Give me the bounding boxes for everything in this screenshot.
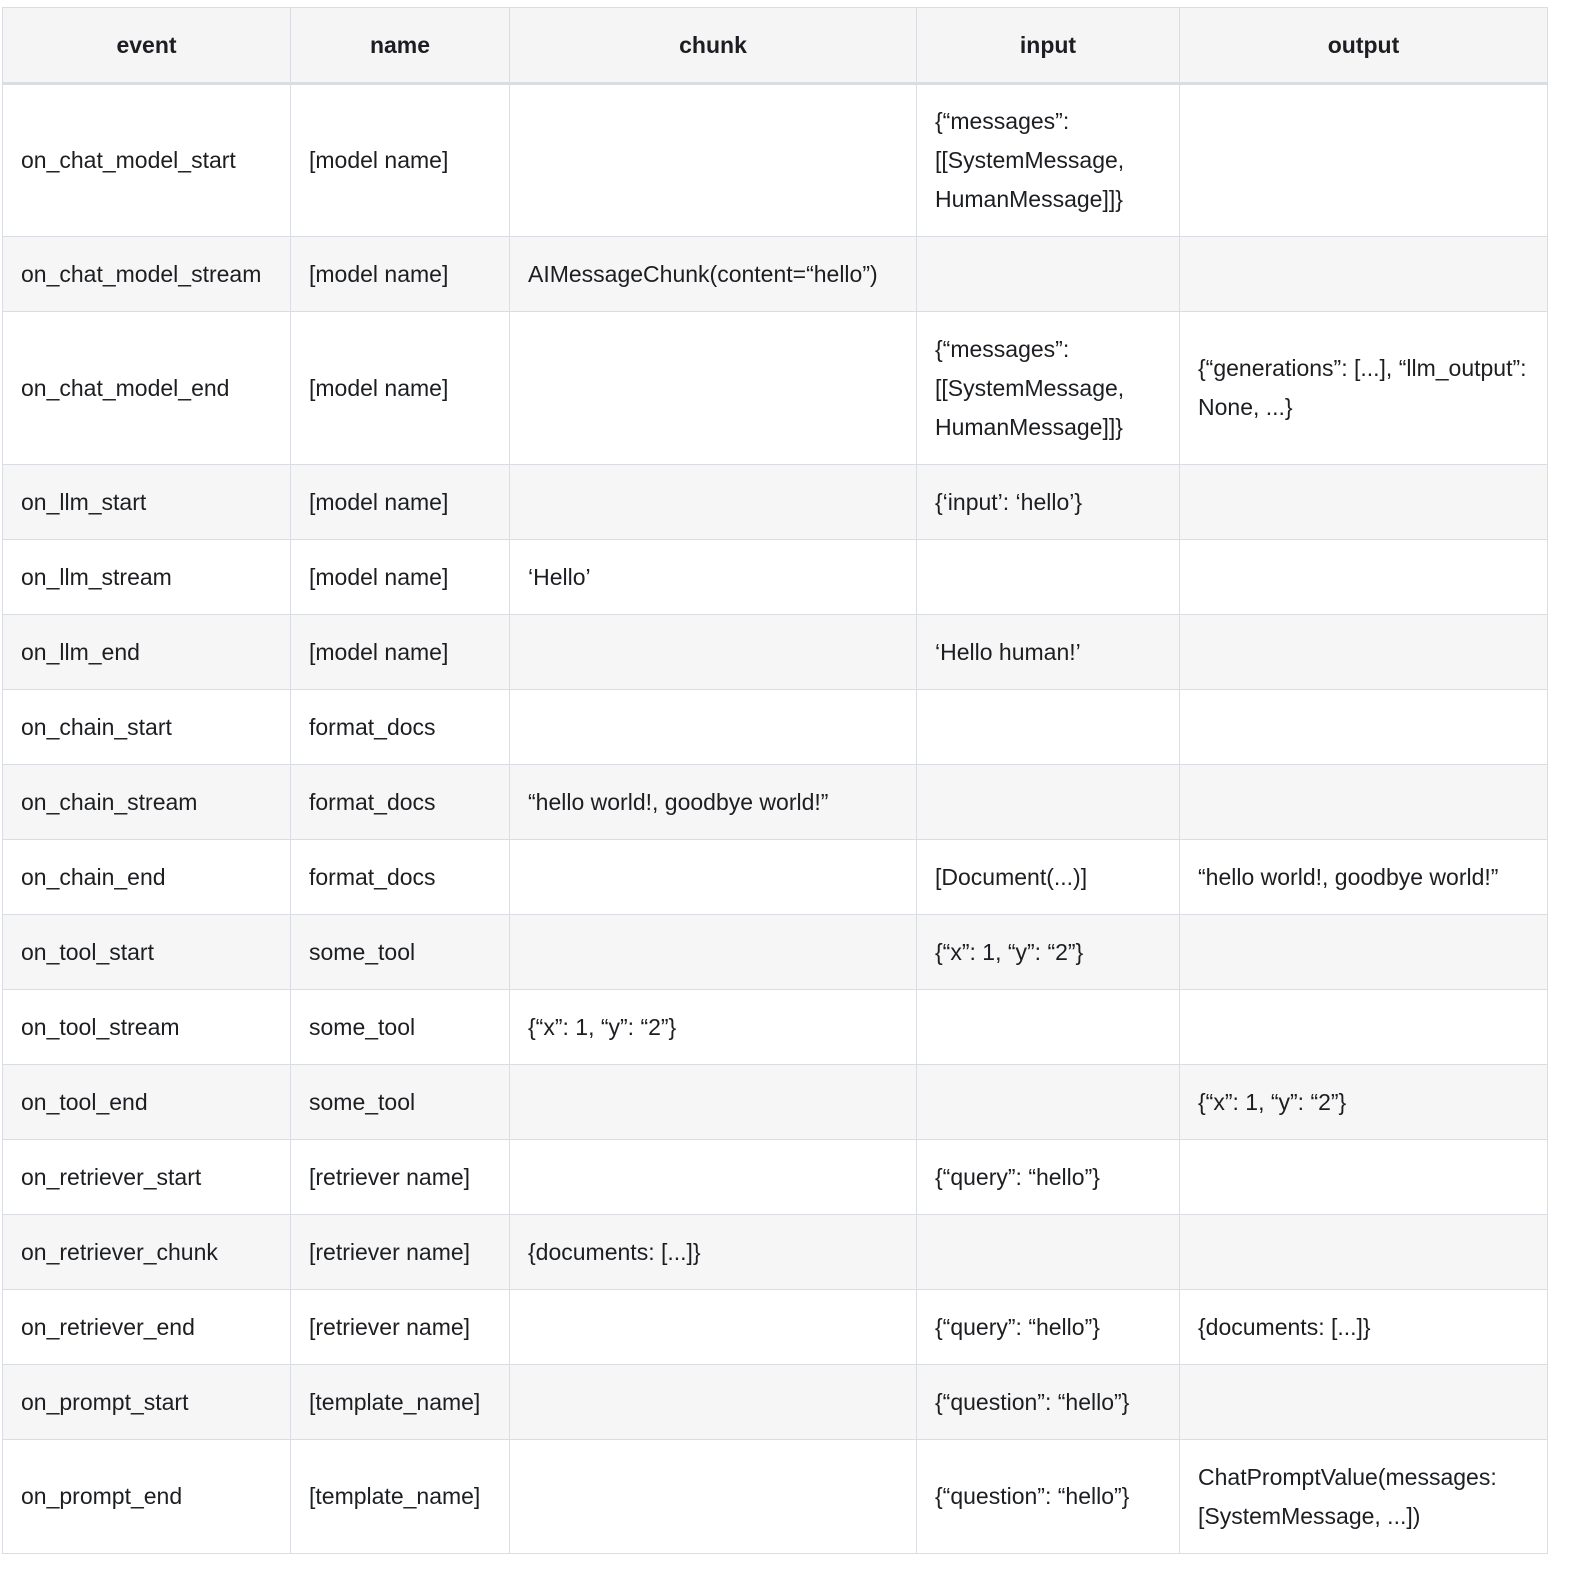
cell-chunk: ‘Hello’ bbox=[510, 540, 917, 615]
header-input: input bbox=[917, 8, 1180, 84]
cell-output bbox=[1180, 990, 1548, 1065]
table-row bbox=[3, 915, 1548, 990]
cell-output bbox=[1180, 1140, 1548, 1215]
cell-name: [model name] bbox=[291, 465, 510, 540]
cell-name: format_docs bbox=[291, 765, 510, 840]
cell-input: {‘input’: ‘hello’} bbox=[917, 465, 1180, 540]
cell-input bbox=[917, 237, 1180, 312]
cell-chunk bbox=[510, 690, 917, 765]
cell-input: {“messages”: [[SystemMessage, HumanMessage]]} bbox=[917, 84, 1180, 237]
cell-input bbox=[917, 690, 1180, 765]
cell-event: on_tool_stream bbox=[3, 990, 291, 1065]
header-name: name bbox=[291, 8, 510, 84]
table-row bbox=[3, 237, 1548, 312]
cell-event: on_chat_model_start bbox=[3, 84, 291, 237]
cell-name: [model name] bbox=[291, 84, 510, 237]
cell-event: on_chain_start bbox=[3, 690, 291, 765]
header-chunk: chunk bbox=[510, 8, 917, 84]
cell-event: on_prompt_end bbox=[3, 1440, 291, 1554]
cell-chunk bbox=[510, 840, 917, 915]
cell-output bbox=[1180, 465, 1548, 540]
cell-chunk bbox=[510, 615, 917, 690]
cell-input bbox=[917, 1065, 1180, 1140]
cell-output bbox=[1180, 915, 1548, 990]
cell-event: on_chat_model_stream bbox=[3, 237, 291, 312]
cell-output: “hello world!, goodbye world!” bbox=[1180, 840, 1548, 915]
table-row bbox=[3, 84, 1548, 237]
table-row bbox=[3, 765, 1548, 840]
cell-name: [model name] bbox=[291, 312, 510, 465]
cell-output: ChatPromptValue(messages: [SystemMessage, ...]) bbox=[1180, 1440, 1548, 1554]
table-row bbox=[3, 615, 1548, 690]
table-row bbox=[3, 1290, 1548, 1365]
cell-name: [model name] bbox=[291, 615, 510, 690]
cell-event: on_llm_end bbox=[3, 615, 291, 690]
table-row bbox=[3, 1365, 1548, 1440]
cell-chunk: AIMessageChunk(content=“hello”) bbox=[510, 237, 917, 312]
cell-name: [model name] bbox=[291, 540, 510, 615]
table-header bbox=[3, 8, 1548, 84]
cell-input: {“question”: “hello”} bbox=[917, 1365, 1180, 1440]
table-row bbox=[3, 465, 1548, 540]
cell-event: on_llm_start bbox=[3, 465, 291, 540]
cell-name: format_docs bbox=[291, 690, 510, 765]
cell-output: {“x”: 1, “y”: “2”} bbox=[1180, 1065, 1548, 1140]
cell-event: on_tool_end bbox=[3, 1065, 291, 1140]
header-row bbox=[3, 8, 1548, 84]
cell-chunk bbox=[510, 312, 917, 465]
cell-output bbox=[1180, 540, 1548, 615]
cell-event: on_retriever_end bbox=[3, 1290, 291, 1365]
table-row bbox=[3, 840, 1548, 915]
cell-chunk bbox=[510, 1365, 917, 1440]
cell-chunk bbox=[510, 1440, 917, 1554]
cell-name: [retriever name] bbox=[291, 1140, 510, 1215]
cell-name: [model name] bbox=[291, 237, 510, 312]
cell-chunk bbox=[510, 915, 917, 990]
cell-input: [Document(...)] bbox=[917, 840, 1180, 915]
cell-chunk bbox=[510, 1065, 917, 1140]
cell-name: [retriever name] bbox=[291, 1215, 510, 1290]
table-body bbox=[3, 84, 1548, 1554]
cell-name: some_tool bbox=[291, 990, 510, 1065]
cell-name: [retriever name] bbox=[291, 1290, 510, 1365]
events-table bbox=[2, 7, 1548, 1554]
cell-output: {documents: [...]} bbox=[1180, 1290, 1548, 1365]
table-row bbox=[3, 1065, 1548, 1140]
table-row bbox=[3, 1215, 1548, 1290]
cell-input: {“messages”: [[SystemMessage, HumanMessage]]} bbox=[917, 312, 1180, 465]
table-row bbox=[3, 1440, 1548, 1554]
cell-input: {“query”: “hello”} bbox=[917, 1140, 1180, 1215]
cell-input bbox=[917, 540, 1180, 615]
cell-input bbox=[917, 765, 1180, 840]
table-row bbox=[3, 690, 1548, 765]
cell-output bbox=[1180, 615, 1548, 690]
cell-event: on_llm_stream bbox=[3, 540, 291, 615]
cell-input bbox=[917, 1215, 1180, 1290]
header-event: event bbox=[3, 8, 291, 84]
cell-chunk bbox=[510, 1290, 917, 1365]
cell-chunk bbox=[510, 1140, 917, 1215]
cell-event: on_chat_model_end bbox=[3, 312, 291, 465]
cell-event: on_prompt_start bbox=[3, 1365, 291, 1440]
cell-event: on_chain_stream bbox=[3, 765, 291, 840]
cell-event: on_retriever_start bbox=[3, 1140, 291, 1215]
cell-output bbox=[1180, 1215, 1548, 1290]
table-row bbox=[3, 1140, 1548, 1215]
cell-output bbox=[1180, 84, 1548, 237]
table-row bbox=[3, 312, 1548, 465]
cell-input: {“query”: “hello”} bbox=[917, 1290, 1180, 1365]
cell-name: [template_name] bbox=[291, 1365, 510, 1440]
cell-chunk bbox=[510, 84, 917, 237]
cell-output bbox=[1180, 237, 1548, 312]
cell-name: format_docs bbox=[291, 840, 510, 915]
table-row bbox=[3, 990, 1548, 1065]
cell-output bbox=[1180, 1365, 1548, 1440]
cell-output bbox=[1180, 765, 1548, 840]
table-row bbox=[3, 540, 1548, 615]
cell-chunk bbox=[510, 465, 917, 540]
cell-chunk: {documents: [...]} bbox=[510, 1215, 917, 1290]
cell-name: [template_name] bbox=[291, 1440, 510, 1554]
cell-input: ‘Hello human!’ bbox=[917, 615, 1180, 690]
cell-event: on_retriever_chunk bbox=[3, 1215, 291, 1290]
cell-event: on_chain_end bbox=[3, 840, 291, 915]
cell-input: {“question”: “hello”} bbox=[917, 1440, 1180, 1554]
cell-event: on_tool_start bbox=[3, 915, 291, 990]
cell-chunk: “hello world!, goodbye world!” bbox=[510, 765, 917, 840]
cell-output bbox=[1180, 690, 1548, 765]
cell-name: some_tool bbox=[291, 915, 510, 990]
header-output: output bbox=[1180, 8, 1548, 84]
cell-name: some_tool bbox=[291, 1065, 510, 1140]
cell-output: {“generations”: [...], “llm_output”: None, ...} bbox=[1180, 312, 1548, 465]
events-table-container bbox=[2, 7, 1547, 1554]
cell-input: {“x”: 1, “y”: “2”} bbox=[917, 915, 1180, 990]
cell-chunk: {“x”: 1, “y”: “2”} bbox=[510, 990, 917, 1065]
cell-input bbox=[917, 990, 1180, 1065]
